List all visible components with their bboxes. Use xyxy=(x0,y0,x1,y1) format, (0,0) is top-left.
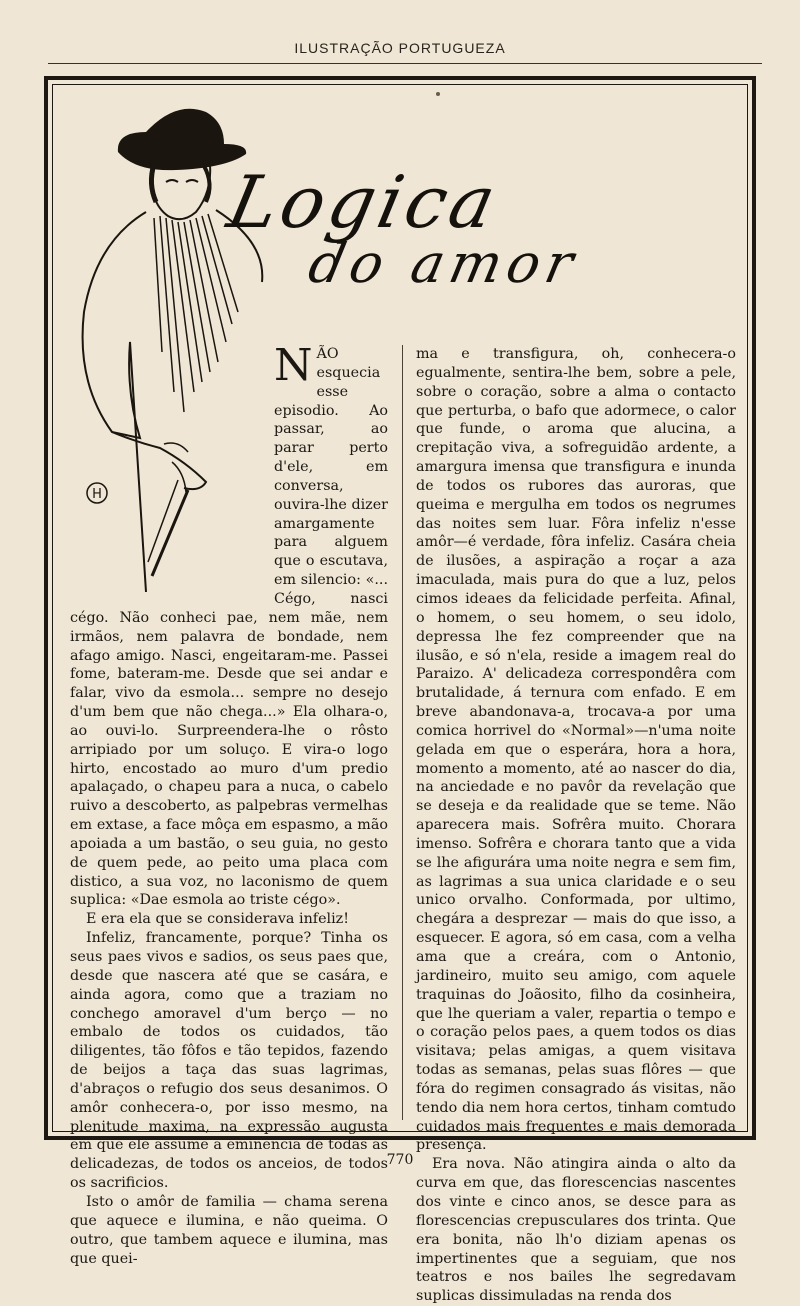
dropcap: N xyxy=(274,340,313,391)
ornament-dot xyxy=(436,92,440,96)
left-column xyxy=(70,340,388,1268)
column-rule xyxy=(402,345,403,1120)
illustration-wrap-space xyxy=(70,345,274,590)
paragraph: E era ela que se considerava infeliz! xyxy=(86,911,349,928)
page-number: 770 xyxy=(386,1152,414,1168)
monogram-letter: H xyxy=(92,487,102,502)
running-title: ILUSTRAÇÃO PORTUGUEZA xyxy=(294,40,506,56)
article-title-line1: Logica xyxy=(221,160,507,244)
paragraph: ÃO esquecia esse episodio. Ao passar, ao parar perto d'ele, em conversa, ouvira-lhe dizer amargamente para alguem que o escutava, em silencio: «... Cégo, nasci cégo. Não conheci pae, nem mãe, nem irmãos, nem palavra de bondade, nem afago amigo. Nasci, engeitaram-me. Passei fome, bateram-me. Desde que sei andar e falar, vivo da esmola... sempre no desejo d'um bem que não chega...» Ela olhara-o, ao ouvi-lo. Surpreendera-lhe o rôsto arripiado por um soluço. E vira-o logo hirto, encostado ao muro d'um predio apalaçado, o chapeu para a nuca, o cabelo ruivo a descoberto, as palpebras vermelhas em extase, a face môça em espasmo, a mão apoiada a um bastão, o seu guia, no gesto de quem pede, ao peito uma placa com distico, a sua voz, no laconismo de quem suplica: «Dae esmola ao triste cégo». xyxy=(70,346,388,909)
header-rule xyxy=(48,63,762,64)
paragraph: Isto o amôr de familia — chama serena que aquece e ilumina, e não queima. O outro, que tambem aquece e ilumina, mas que quei- xyxy=(70,1193,388,1267)
paragraph: ma e transfigura, oh, conhecera-o egualmente, sentira-lhe bem, sobre a pele, sobre o coração, sobre a alma o contacto que perturba, o bafo que adormece, o calor que funde, o aroma que alucina, a crepitação viva, a sofreguidão ardente, a amargura imensa que transfigura e inunda de todos os rubores das auroras, que queima e mergulha em todos os negrumes das noites sem luar. Fôra infeliz n'esse amôr—é verdade, fôra infeliz. Casára cheia de ilusões, a aspiração a roçar a aza imaculada, mais pura do que a luz, pelos cimos ideaes da felicidade perfeita. Afinal, o homem, o seu homem, o seu idolo, depressa lhe fez compreender que na ilusão, e só n'ela, reside a imagem real do Paraizo. A' delicadeza correspondêra com brutalidade, á ternura com enfado. E em breve abandonava-a, trocava-a por uma comica horrivel do «Normal»—n'uma noite gelada em que o esperára, hora a hora, momento a momento, até ao nascer do dia, na anciedade e no pavôr da revelação que se deseja e da realidade que se teme. Não aparecera mais. Sofrêra muito. Chorara imenso. Sofrêra e chorara tanto que a vida se lhe afigurára uma noite negra e sem fim, as lagrimas a sua unica claridade e o seu unico orvalho. Conformada, por ultimo, chegára a desprezar — mais do que isso, a esquecer. E agora, só em casa, com a velha ama que a creára, com o Antonio, jardineiro, muito seu amigo, com aquele traquinas do Joãosito, filho da cosinheira, que lhe queriam a valer, repartia o tempo e o coração pelos paes, a quem todos os dias visitava; pelas amigas, a quem visitava todas as semanas, pelas suas flôres — que fóra do regimen consagrado ás visitas, não tendo dia nem hora certos, tinham comtudo cuidados mais frequentes e mais demorada presença. xyxy=(416,346,736,1154)
article-title-line2: do amor xyxy=(303,232,585,295)
paragraph: Infeliz, francamente, porque? Tinha os seus paes vivos e sadios, os seus paes que, desde que nascera até que se casára, e ainda agora, como que a traziam no conchego amoravel d'um berço — no embalo de todos os cuidados, tão diligentes, tão fôfos e tão tepidos, fazendo de beijos a taça das suas lagrimas, d'abraços o refugio dos seus desanimos. O amôr conhecera-o, por isso mesmo, na plenitude maxima, na expressão augusta em que ele assume a eminencia de todas as delicadezas, de todos os anceios, de todos os sacrificios. xyxy=(70,930,388,1192)
paragraph: Era nova. Não atingira ainda o alto da curva em que, das florescencias nascentes dos vinte e cinco anos, se desce para as florescencias crepusculares dos trinta. Que era bonita, não lh'o diziam apenas os impertinentes que a seguiam, que nos teatros e nos bailes lhe segredavam suplicas dissimuladas na renda dos xyxy=(416,1156,736,1305)
